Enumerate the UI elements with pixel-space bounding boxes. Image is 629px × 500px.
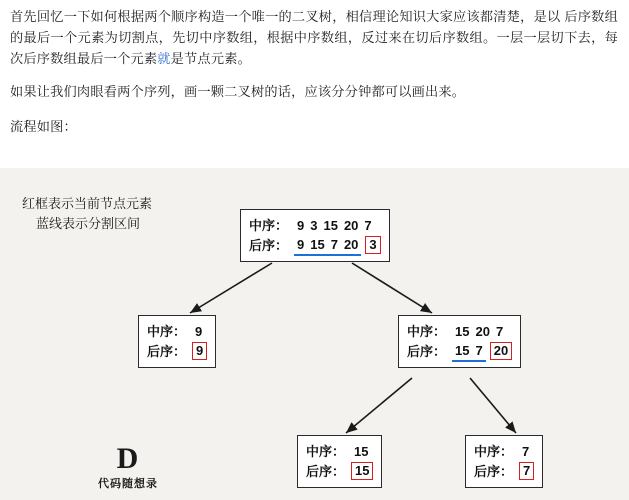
node-leaf15-inorder-row [306,441,373,461]
value: 7 [522,443,530,459]
value: 15 [452,341,472,362]
legend [22,194,152,234]
legend-line-2: 蓝线表示分割区间 [36,216,141,231]
inorder-label: 中序： [407,323,447,339]
tree-node-leaf-7 [465,435,543,488]
paragraph-1: 首先回忆一下如何根据两个顺序构造一个唯一的二叉树，相信理论知识大家应该都清楚，是以 后序数组的最后一个元素为切割点，先切中序数组，根据中序数组，反过来在切后序数组。一层一层切下去，每次后序数组最后一个元素就是节点元素。 [10,9,618,66]
value: 9 [294,235,307,256]
node-right1-postorder-row [407,341,512,361]
inorder-values [351,442,371,461]
node-leaf15-postorder-row [306,461,373,481]
value: 7 [495,323,504,339]
watermark-text: 代码随想录 [98,478,158,490]
postorder-label: 后序： [249,237,289,253]
postorder-label: 后序： [147,343,187,359]
inorder-label: 中序： [249,217,289,233]
postorder-values [351,462,373,480]
current-node-value: 20 [490,342,512,360]
value: 20 [341,235,361,256]
node-leaf7-inorder-row [474,441,534,461]
node-root-postorder-row [249,235,381,255]
tree-node-right-1 [398,315,521,368]
value: 7 [328,235,341,256]
node-root-inorder-row [249,215,381,235]
node-leaf7-postorder-row [474,461,534,481]
inorder-label: 中序： [306,443,346,459]
inorder-label: 中序： [474,443,514,459]
current-node-value: 7 [519,462,534,480]
paragraph-3: 流程如图： [10,119,77,134]
tree-node-root [240,209,390,262]
article-text [10,6,618,151]
diagram-area [0,168,629,500]
current-node-value: 3 [365,236,380,254]
value: 9 [195,323,203,339]
postorder-label: 后序： [407,343,447,359]
current-node-value: 9 [192,342,207,360]
value: 20 [343,217,359,233]
postorder-values [192,342,207,360]
value: 15 [307,235,327,256]
value: 9 [297,217,305,233]
postorder-values [519,462,534,480]
inorder-values [192,322,205,341]
postorder-label: 后序： [306,463,346,479]
postorder-values [294,235,381,256]
current-node-value: 15 [351,462,373,480]
value: 15 [323,217,338,233]
paragraph-2: 如果让我们肉眼看两个序列，画一颗二叉树的话，应该分分钟都可以画出来。 [10,84,466,99]
inorder-values [519,442,532,461]
postorder-values [452,341,512,362]
value: 7 [472,341,485,362]
inorder-values [452,322,506,341]
value: 20 [475,323,490,339]
value: 7 [364,217,372,233]
tree-node-leaf-15 [297,435,382,488]
inorder-values [294,216,375,235]
inorder-label: 中序： [147,323,187,339]
watermark-logo: D [116,442,140,475]
value: 15 [455,323,470,339]
postorder-label: 后序： [474,463,514,479]
value: 15 [354,443,369,459]
tree-node-left-1 [138,315,216,368]
value: 3 [310,217,318,233]
node-right1-inorder-row [407,321,512,341]
legend-line-1: 红框表示当前节点元素 [22,196,153,211]
node-left1-postorder-row [147,341,207,361]
node-left1-inorder-row [147,321,207,341]
watermark [98,444,158,491]
